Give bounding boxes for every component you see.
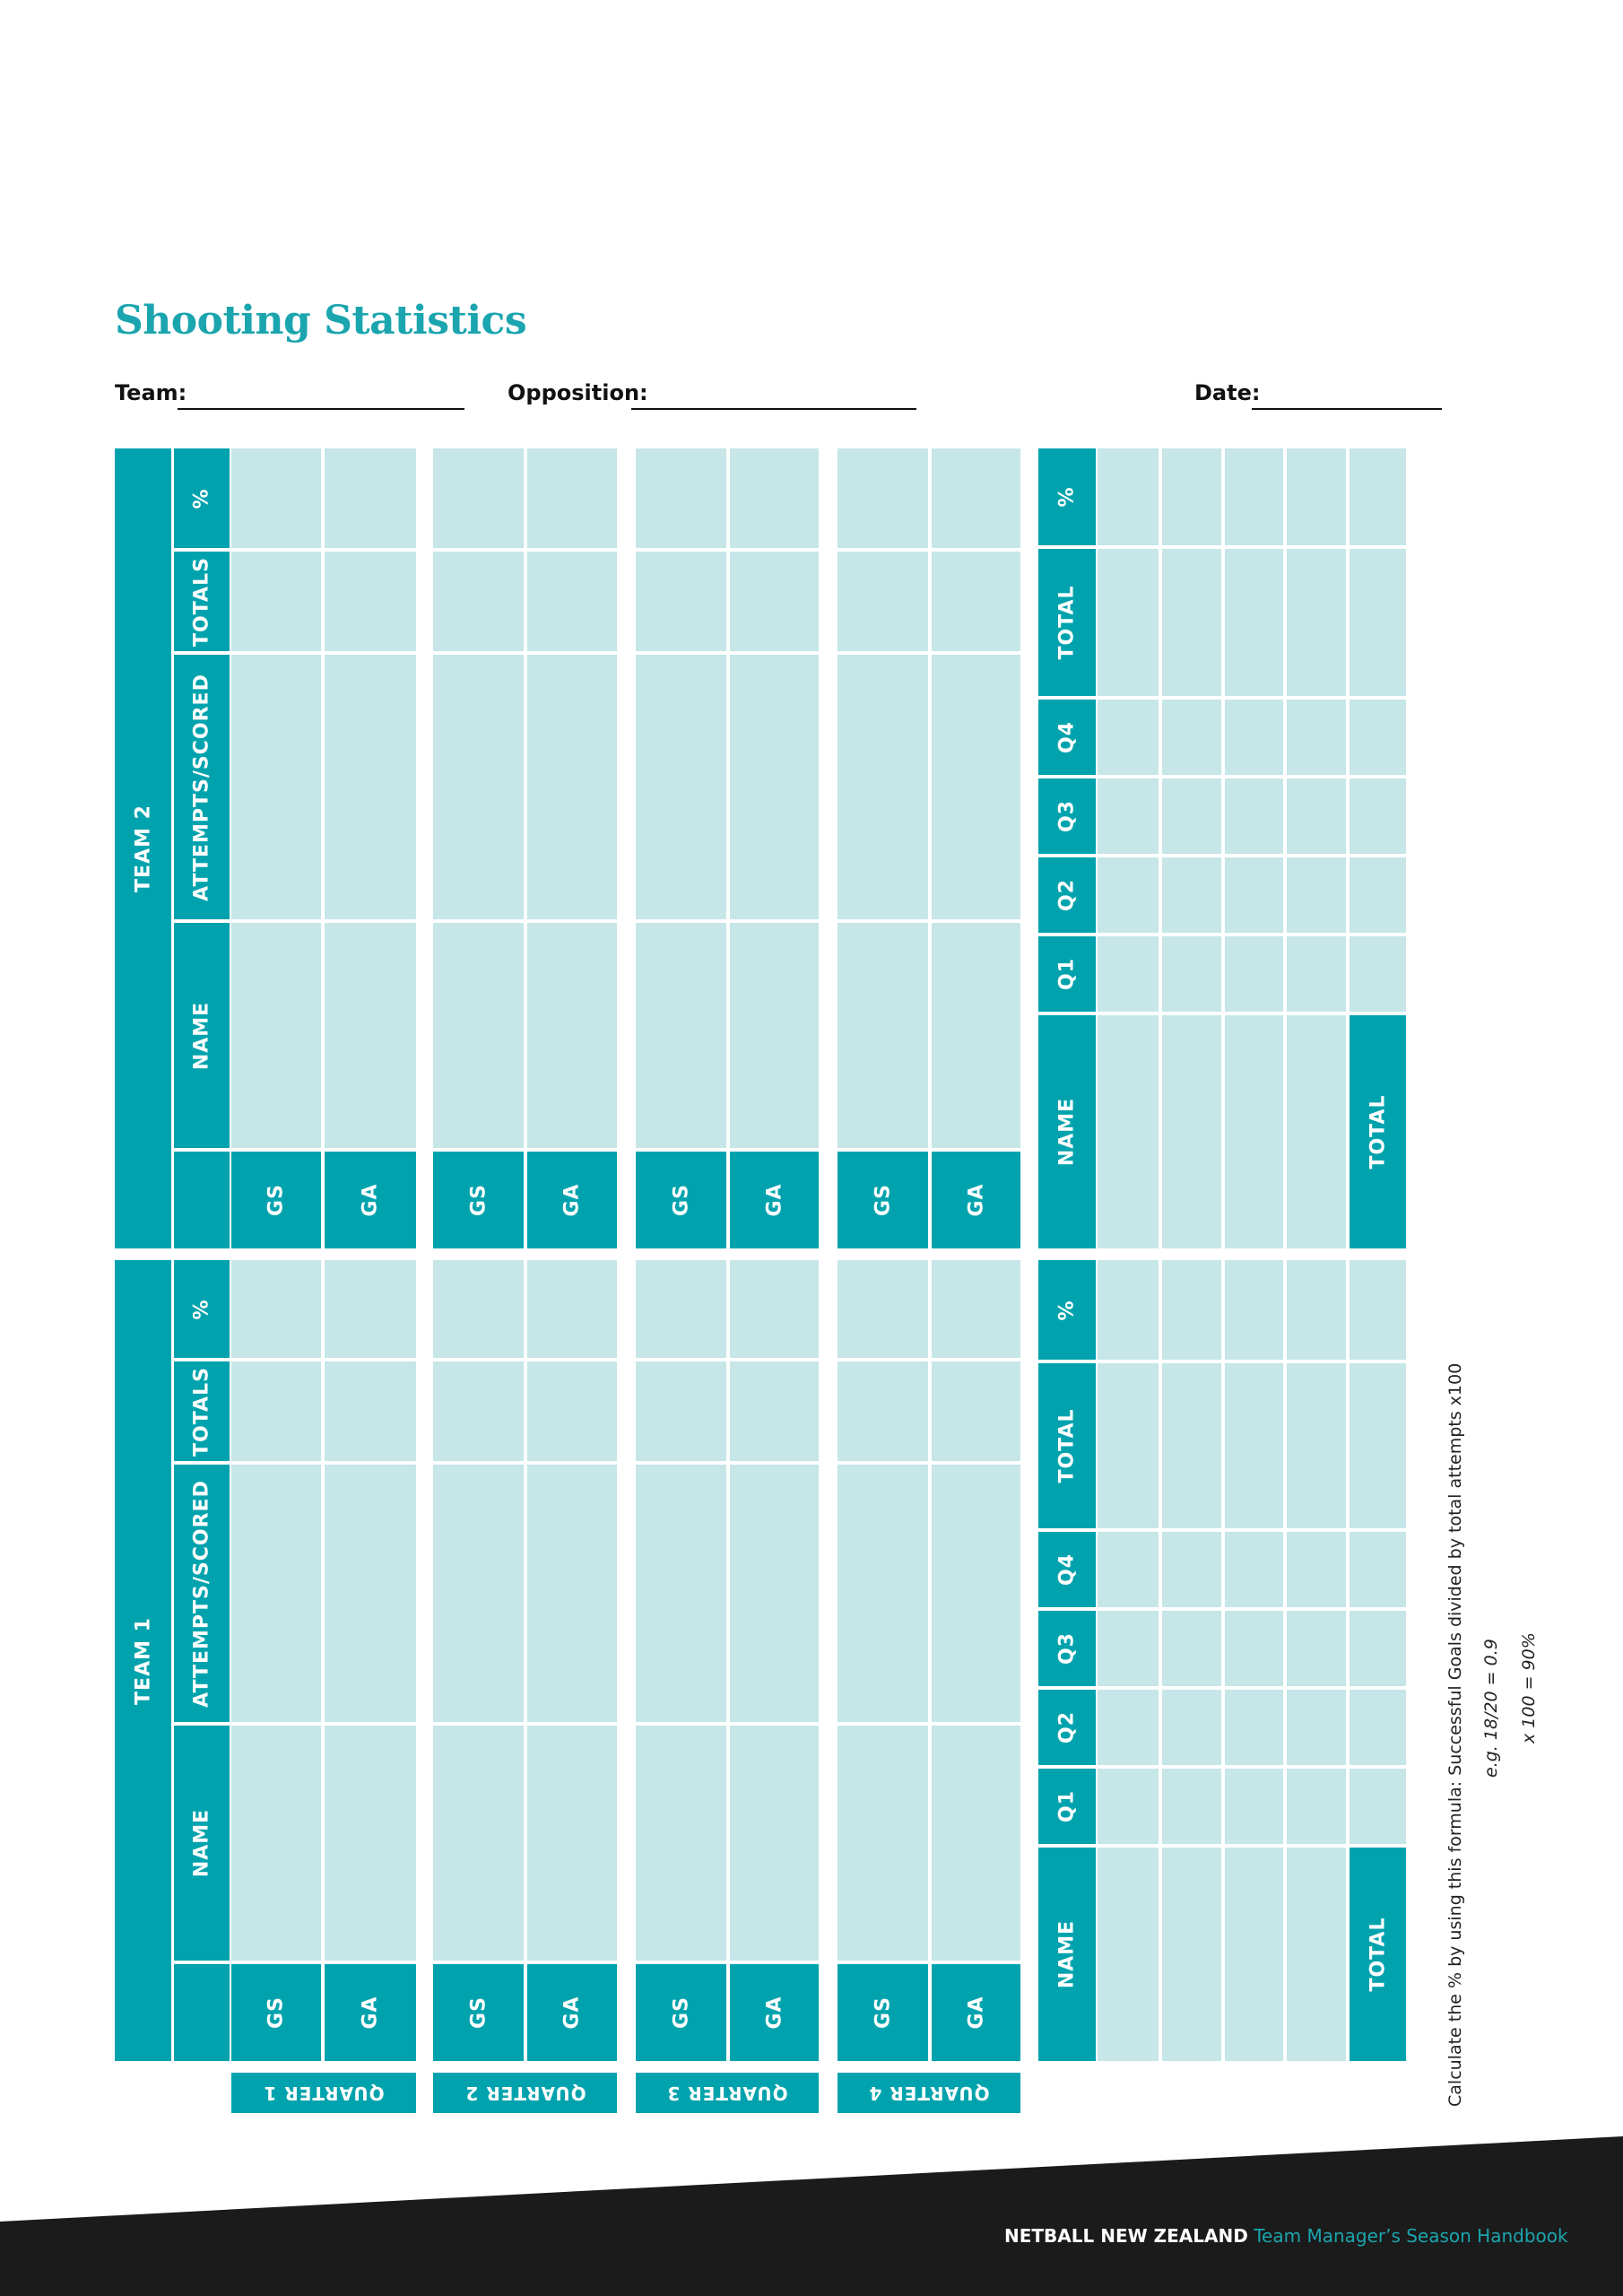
team1-summary-cell[interactable] bbox=[1287, 1363, 1346, 1528]
quarter-2-label-label: QUARTER 2 bbox=[464, 2082, 586, 2104]
team1-header-totals bbox=[174, 1361, 230, 1461]
team1-summary-cell[interactable] bbox=[1287, 1611, 1346, 1686]
team1-summary-cell[interactable] bbox=[1225, 1690, 1283, 1765]
team1-header-percent bbox=[174, 1260, 230, 1358]
team1-q3-gs-cell[interactable] bbox=[636, 1260, 726, 1358]
team2-summary-cell[interactable] bbox=[1225, 448, 1283, 545]
team2-summary-cell[interactable] bbox=[1162, 549, 1221, 696]
team2-summary-header-q1 bbox=[1038, 936, 1096, 1012]
team2-summary-name-cell[interactable] bbox=[1098, 1015, 1159, 1248]
team2-summary-header-total bbox=[1038, 549, 1096, 696]
team2-q2-gs-cell[interactable] bbox=[433, 448, 524, 548]
team2-q2-gs-cell[interactable] bbox=[433, 923, 524, 1148]
team2-summary-cell[interactable] bbox=[1098, 549, 1159, 696]
team2-q4-ga-cell[interactable] bbox=[932, 923, 1020, 1148]
team2-q1-ga-cell[interactable] bbox=[325, 923, 416, 1148]
team1-summary-header-q4 bbox=[1038, 1532, 1096, 1607]
team2-summary-cell[interactable] bbox=[1350, 700, 1406, 775]
team1-summary-cell[interactable] bbox=[1098, 1690, 1159, 1765]
team-field[interactable] bbox=[178, 408, 464, 410]
team2-q2-gs-cell[interactable] bbox=[433, 655, 524, 919]
team2-header-percent-label: % bbox=[190, 487, 213, 509]
team2-q3-gs-cell[interactable] bbox=[636, 923, 726, 1148]
team2-summary-cell[interactable] bbox=[1287, 448, 1346, 545]
team1-summary-header-q4-label: Q4 bbox=[1055, 1552, 1079, 1587]
team1-header-totals-label: TOTALS bbox=[190, 1366, 213, 1457]
team2-q2-ga-cell[interactable] bbox=[527, 923, 617, 1148]
team1-summary-cell[interactable] bbox=[1162, 1611, 1221, 1686]
team1-summary-cell[interactable] bbox=[1098, 1532, 1159, 1607]
team1-summary-cell[interactable] bbox=[1162, 1532, 1221, 1607]
team1-summary-header-percent bbox=[1038, 1260, 1096, 1360]
team2-summary-header-name bbox=[1038, 1015, 1096, 1248]
team2-summary-cell[interactable] bbox=[1162, 448, 1221, 545]
team1-q2-ga-cell[interactable] bbox=[527, 1726, 617, 1961]
team2-summary-name-cell[interactable] bbox=[1225, 1015, 1283, 1248]
quarter-3-label-label: QUARTER 3 bbox=[666, 2082, 788, 2104]
team1-q2-gs-header bbox=[433, 1964, 524, 2061]
team1-q4-ga-header bbox=[932, 1964, 1020, 2061]
team2-q4-ga-cell[interactable] bbox=[932, 448, 1020, 548]
team1-summary-cell[interactable] bbox=[1350, 1532, 1406, 1607]
team2-q4-gs-cell[interactable] bbox=[838, 552, 928, 651]
team2-summary-cell[interactable] bbox=[1098, 700, 1159, 775]
team2-q4-ga-header-label: GA bbox=[965, 1183, 987, 1217]
team2-summary-header-q2-label: Q2 bbox=[1055, 878, 1079, 912]
team2-summary-cell[interactable] bbox=[1287, 778, 1346, 854]
team2-summary-cell[interactable] bbox=[1162, 857, 1221, 933]
team1-q1-gs-cell[interactable] bbox=[231, 1361, 321, 1461]
team1-summary-cell[interactable] bbox=[1350, 1260, 1406, 1360]
team2-summary-cell[interactable] bbox=[1098, 448, 1159, 545]
team2-q4-ga-header bbox=[932, 1152, 1020, 1248]
team1-summary-cell[interactable] bbox=[1225, 1769, 1283, 1844]
team2-q1-gs-header bbox=[231, 1152, 321, 1248]
team1-q3-gs-cell[interactable] bbox=[636, 1726, 726, 1961]
team2-summary-header-q3 bbox=[1038, 778, 1096, 854]
team1-summary-header-percent-label: % bbox=[1055, 1299, 1079, 1321]
team1-summary-header-name-label: NAME bbox=[1055, 1919, 1079, 1989]
team2-header-totals bbox=[174, 552, 230, 651]
team2-summary-cell[interactable] bbox=[1225, 700, 1283, 775]
team1-q2-ga-cell[interactable] bbox=[527, 1260, 617, 1358]
team2-q4-gs-cell[interactable] bbox=[838, 448, 928, 548]
quarter-4-label-label: QUARTER 4 bbox=[868, 2082, 990, 2104]
team1-summary-header-total bbox=[1038, 1363, 1096, 1528]
team1-summary-cell[interactable] bbox=[1098, 1363, 1159, 1528]
team2-q3-gs-cell[interactable] bbox=[636, 448, 726, 548]
team2-summary-cell[interactable] bbox=[1225, 549, 1283, 696]
team2-q4-gs-cell[interactable] bbox=[838, 923, 928, 1148]
team1-q3-gs-header-label: GS bbox=[670, 1996, 692, 2029]
team1-header-attempts-scored-label: ATTEMPTS/SCORED bbox=[190, 1479, 213, 1708]
team2-summary-cell[interactable] bbox=[1287, 549, 1346, 696]
team1-q4-gs-cell[interactable] bbox=[838, 1726, 928, 1961]
team1-q2-gs-header-label: GS bbox=[467, 1996, 490, 2029]
team2-summary-cell[interactable] bbox=[1350, 778, 1406, 854]
team1-q3-ga-cell[interactable] bbox=[730, 1361, 819, 1461]
team1-q3-ga-cell[interactable] bbox=[730, 1726, 819, 1961]
team1-summary-cell[interactable] bbox=[1225, 1532, 1283, 1607]
team1-summary-cell[interactable] bbox=[1225, 1363, 1283, 1528]
team1-q4-ga-header-label: GA bbox=[965, 1996, 987, 2030]
quarter-1-label-label: QUARTER 1 bbox=[263, 2082, 385, 2104]
team2-q3-ga-header bbox=[730, 1152, 819, 1248]
date-label: Date: bbox=[1194, 380, 1261, 405]
team1-q3-ga-cell[interactable] bbox=[730, 1465, 819, 1722]
team2-label-bar-label: TEAM 2 bbox=[132, 804, 154, 892]
team2-q4-ga-cell[interactable] bbox=[932, 655, 1020, 919]
team1-summary-cell[interactable] bbox=[1098, 1611, 1159, 1686]
team1-q2-gs-cell[interactable] bbox=[433, 1726, 524, 1961]
quarter-1-label bbox=[231, 2073, 416, 2113]
team2-q2-ga-header bbox=[527, 1152, 617, 1248]
team2-header-attempts-scored bbox=[174, 655, 230, 919]
team2-q3-gs-header-label: GS bbox=[670, 1184, 692, 1216]
team1-summary-header-q1-label: Q1 bbox=[1055, 1789, 1079, 1823]
team2-q4-gs-cell[interactable] bbox=[838, 655, 928, 919]
team1-summary-cell[interactable] bbox=[1162, 1363, 1221, 1528]
team2-summary-header-q4 bbox=[1038, 700, 1096, 775]
footer bbox=[1004, 2225, 1568, 2247]
team1-q3-ga-header bbox=[730, 1964, 819, 2061]
team2-summary-cell[interactable] bbox=[1225, 857, 1283, 933]
team1-summary-header-total-label: TOTAL bbox=[1055, 1408, 1079, 1483]
team2-q1-gs-cell[interactable] bbox=[231, 655, 321, 919]
quarter-2-label bbox=[433, 2073, 617, 2113]
team1-q3-gs-header bbox=[636, 1964, 726, 2061]
team1-q4-ga-cell[interactable] bbox=[932, 1361, 1020, 1461]
team1-summary-cell[interactable] bbox=[1350, 1611, 1406, 1686]
formula-example: e.g. 18/20 = 0.9 bbox=[1481, 1639, 1501, 1778]
team1-summary-total-label: TOTAL bbox=[1367, 1917, 1389, 1992]
team1-summary-cell[interactable] bbox=[1287, 1769, 1346, 1844]
team2-header-totals-label: TOTALS bbox=[190, 556, 213, 647]
team2-q2-ga-cell[interactable] bbox=[527, 655, 617, 919]
team2-q1-ga-cell[interactable] bbox=[325, 655, 416, 919]
team2-q1-gs-cell[interactable] bbox=[231, 448, 321, 548]
team1-q1-ga-cell[interactable] bbox=[325, 1260, 416, 1358]
team2-q1-gs-header-label: GS bbox=[265, 1184, 288, 1216]
team2-summary-cell[interactable] bbox=[1098, 936, 1159, 1012]
team2-summary-cell[interactable] bbox=[1287, 700, 1346, 775]
opposition-field[interactable] bbox=[631, 408, 916, 410]
team1-q4-gs-cell[interactable] bbox=[838, 1465, 928, 1722]
team2-summary-cell[interactable] bbox=[1350, 448, 1406, 545]
team2-summary-cell[interactable] bbox=[1225, 778, 1283, 854]
team1-q2-gs-cell[interactable] bbox=[433, 1465, 524, 1722]
team1-summary-name-cell[interactable] bbox=[1162, 1848, 1221, 2061]
team2-q4-gs-header bbox=[838, 1152, 928, 1248]
team1-summary-cell[interactable] bbox=[1098, 1769, 1159, 1844]
team1-q2-ga-cell[interactable] bbox=[527, 1465, 617, 1722]
team2-summary-cell[interactable] bbox=[1350, 936, 1406, 1012]
team1-summary-name-cell[interactable] bbox=[1287, 1848, 1346, 2061]
team2-summary-header-q1-label: Q1 bbox=[1055, 957, 1079, 991]
team2-q1-ga-cell[interactable] bbox=[325, 552, 416, 651]
team2-header-attempts-scored-label: ATTEMPTS/SCORED bbox=[190, 673, 213, 901]
team-label: Team: bbox=[115, 380, 187, 405]
team1-summary-cell[interactable] bbox=[1350, 1769, 1406, 1844]
team1-q4-gs-cell[interactable] bbox=[838, 1361, 928, 1461]
team1-summary-header-name bbox=[1038, 1848, 1096, 2061]
team2-q3-gs-header bbox=[636, 1152, 726, 1248]
team1-q4-gs-header bbox=[838, 1964, 928, 2061]
team2-q3-ga-cell[interactable] bbox=[730, 448, 819, 548]
team1-q1-gs-cell[interactable] bbox=[231, 1726, 321, 1961]
team1-q2-ga-header bbox=[527, 1964, 617, 2061]
team2-q2-gs-header bbox=[433, 1152, 524, 1248]
team1-q1-gs-cell[interactable] bbox=[231, 1465, 321, 1722]
team1-q4-ga-cell[interactable] bbox=[932, 1726, 1020, 1961]
team1-q1-ga-cell[interactable] bbox=[325, 1465, 416, 1722]
team2-summary-header-total-label: TOTAL bbox=[1055, 585, 1079, 660]
team2-q3-gs-cell[interactable] bbox=[636, 552, 726, 651]
team2-q2-ga-cell[interactable] bbox=[527, 448, 617, 548]
team2-header-name-label: NAME bbox=[190, 1001, 213, 1070]
team1-q1-ga-cell[interactable] bbox=[325, 1726, 416, 1961]
team2-summary-cell[interactable] bbox=[1162, 700, 1221, 775]
footer-publication: Team Manager’s Season Handbook bbox=[1254, 2225, 1568, 2247]
team1-header-attempts-scored bbox=[174, 1465, 230, 1722]
team1-summary-cell[interactable] bbox=[1162, 1260, 1221, 1360]
formula-note: Calculate the % by using this formula: Successful Goals divided by total attempts x100 bbox=[1445, 1362, 1465, 2107]
team2-summary-header-name-label: NAME bbox=[1055, 1097, 1079, 1167]
team1-q1-gs-header-label: GS bbox=[265, 1996, 288, 2029]
team2-header-percent bbox=[174, 448, 230, 548]
team1-header-name bbox=[174, 1726, 230, 1961]
team1-summary-cell[interactable] bbox=[1098, 1260, 1159, 1360]
team1-q1-ga-header-label: GA bbox=[359, 1996, 382, 2030]
team1-header-percent-label: % bbox=[190, 1298, 213, 1320]
team2-summary-header-q3-label: Q3 bbox=[1055, 799, 1079, 833]
team1-summary-cell[interactable] bbox=[1350, 1690, 1406, 1765]
team2-summary-name-cell[interactable] bbox=[1287, 1015, 1346, 1248]
team1-q1-gs-cell[interactable] bbox=[231, 1260, 321, 1358]
team1-q4-gs-header-label: GS bbox=[872, 1996, 894, 2029]
team2-q2-gs-cell[interactable] bbox=[433, 552, 524, 651]
team2-q2-ga-cell[interactable] bbox=[527, 552, 617, 651]
team2-summary-cell[interactable] bbox=[1098, 857, 1159, 933]
team1-q2-ga-header-label: GA bbox=[560, 1996, 584, 2030]
team1-q1-gs-header bbox=[231, 1964, 321, 2061]
team1-header-name-label: NAME bbox=[190, 1808, 213, 1878]
team1-summary-cell[interactable] bbox=[1287, 1532, 1346, 1607]
team2-summary-header-percent-label: % bbox=[1055, 486, 1079, 508]
team1-summary-header-q3 bbox=[1038, 1611, 1096, 1686]
team2-summary-total-label: TOTAL bbox=[1367, 1094, 1389, 1170]
team2-q4-ga-cell[interactable] bbox=[932, 552, 1020, 651]
team2-q1-ga-header bbox=[325, 1152, 416, 1248]
team1-summary-cell[interactable] bbox=[1287, 1260, 1346, 1360]
date-field[interactable] bbox=[1252, 408, 1442, 410]
team2-q1-gs-cell[interactable] bbox=[231, 552, 321, 651]
team2-summary-total bbox=[1350, 1015, 1406, 1248]
team2-summary-cell[interactable] bbox=[1350, 857, 1406, 933]
team2-q2-ga-header-label: GA bbox=[560, 1183, 584, 1217]
quarter-3-label bbox=[636, 2073, 819, 2113]
team1-q3-gs-cell[interactable] bbox=[636, 1361, 726, 1461]
team1-q2-ga-cell[interactable] bbox=[527, 1361, 617, 1461]
team1-summary-cell[interactable] bbox=[1350, 1363, 1406, 1528]
footer-org: NETBALL NEW ZEALAND bbox=[1004, 2225, 1248, 2247]
team2-q3-ga-header-label: GA bbox=[763, 1183, 785, 1217]
team1-summary-header-q3-label: Q3 bbox=[1055, 1631, 1079, 1665]
team2-summary-header-q4-label: Q4 bbox=[1055, 720, 1079, 754]
formula-result: x 100 = 90% bbox=[1519, 1632, 1539, 1744]
team1-q1-ga-cell[interactable] bbox=[325, 1361, 416, 1461]
team2-header-name bbox=[174, 923, 230, 1148]
team2-q3-ga-cell[interactable] bbox=[730, 655, 819, 919]
team1-q2-gs-cell[interactable] bbox=[433, 1361, 524, 1461]
team1-q4-ga-cell[interactable] bbox=[932, 1260, 1020, 1358]
team2-label-bar bbox=[115, 448, 171, 1248]
team1-q1-ga-header bbox=[325, 1964, 416, 2061]
team1-header-blank bbox=[174, 1964, 230, 2061]
team1-label-bar-label: TEAM 1 bbox=[132, 1616, 154, 1705]
quarter-4-label bbox=[838, 2073, 1020, 2113]
team1-summary-header-q1 bbox=[1038, 1769, 1096, 1844]
team1-summary-cell[interactable] bbox=[1225, 1260, 1283, 1360]
team1-q3-ga-header-label: GA bbox=[763, 1996, 785, 2030]
team2-q1-gs-cell[interactable] bbox=[231, 923, 321, 1148]
team1-label-bar bbox=[115, 1260, 171, 2061]
team1-q2-gs-cell[interactable] bbox=[433, 1260, 524, 1358]
team1-summary-name-cell[interactable] bbox=[1225, 1848, 1283, 2061]
team2-header-blank bbox=[174, 1152, 230, 1248]
team2-q3-gs-cell[interactable] bbox=[636, 655, 726, 919]
team1-summary-name-cell[interactable] bbox=[1098, 1848, 1159, 2061]
team2-q3-ga-cell[interactable] bbox=[730, 552, 819, 651]
team1-summary-header-q2-label: Q2 bbox=[1055, 1710, 1079, 1744]
team2-summary-header-q2 bbox=[1038, 857, 1096, 933]
opposition-label: Opposition: bbox=[508, 380, 648, 405]
team1-summary-total bbox=[1350, 1848, 1406, 2061]
team1-q3-ga-cell[interactable] bbox=[730, 1260, 819, 1358]
team2-summary-cell[interactable] bbox=[1225, 936, 1283, 1012]
team2-q3-ga-cell[interactable] bbox=[730, 923, 819, 1148]
team2-summary-header-percent bbox=[1038, 448, 1096, 545]
team2-q2-gs-header-label: GS bbox=[467, 1184, 490, 1216]
team2-summary-cell[interactable] bbox=[1287, 857, 1346, 933]
team1-q4-gs-cell[interactable] bbox=[838, 1260, 928, 1358]
team2-summary-cell[interactable] bbox=[1098, 778, 1159, 854]
page-title: Shooting Statistics bbox=[115, 298, 527, 344]
team2-summary-cell[interactable] bbox=[1287, 936, 1346, 1012]
team2-summary-cell[interactable] bbox=[1350, 549, 1406, 696]
team1-q3-gs-cell[interactable] bbox=[636, 1465, 726, 1722]
team2-q4-gs-header-label: GS bbox=[872, 1184, 894, 1216]
team2-summary-cell[interactable] bbox=[1162, 936, 1221, 1012]
team1-summary-cell[interactable] bbox=[1162, 1690, 1221, 1765]
team1-q4-ga-cell[interactable] bbox=[932, 1465, 1020, 1722]
team2-summary-name-cell[interactable] bbox=[1162, 1015, 1221, 1248]
team2-q1-ga-header-label: GA bbox=[359, 1183, 382, 1217]
team1-summary-header-q2 bbox=[1038, 1690, 1096, 1765]
team2-q1-ga-cell[interactable] bbox=[325, 448, 416, 548]
team2-summary-cell[interactable] bbox=[1162, 778, 1221, 854]
team1-summary-cell[interactable] bbox=[1162, 1769, 1221, 1844]
team1-summary-cell[interactable] bbox=[1287, 1690, 1346, 1765]
team1-summary-cell[interactable] bbox=[1225, 1611, 1283, 1686]
